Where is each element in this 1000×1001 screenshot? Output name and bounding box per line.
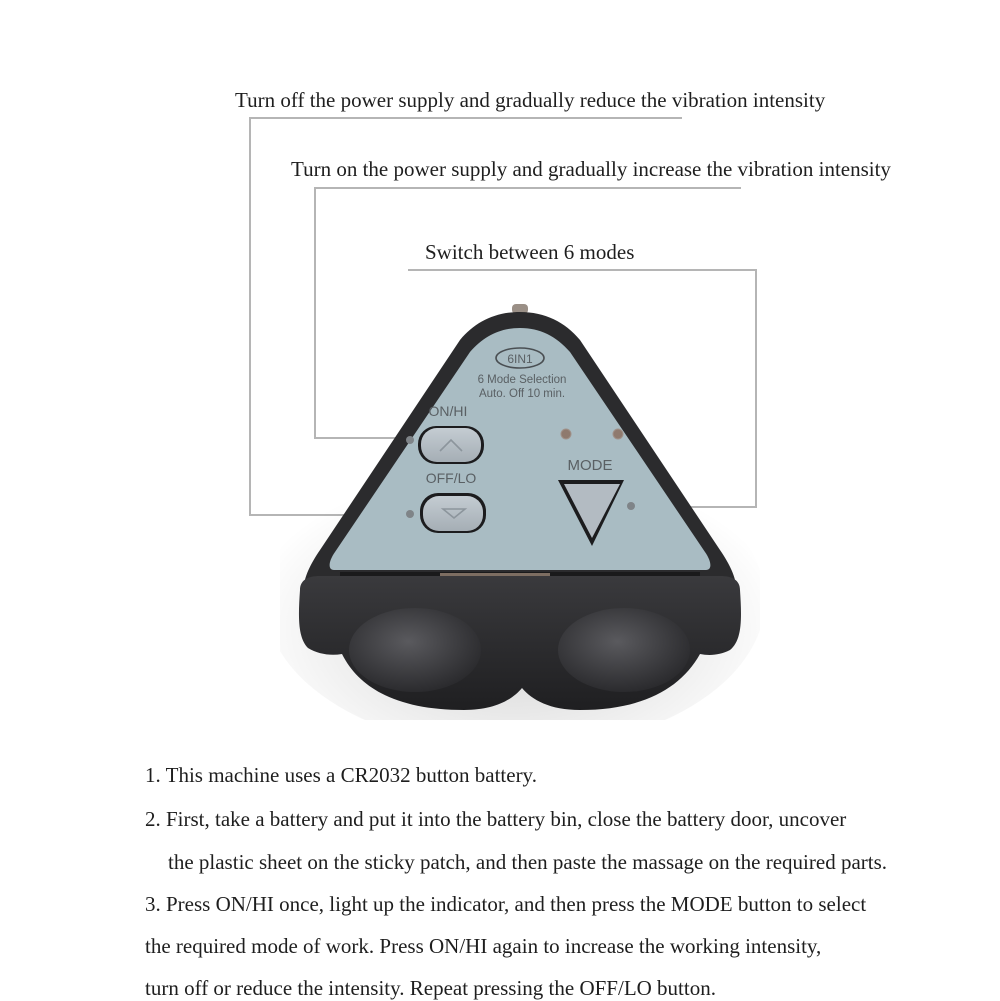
instruction-3a: 3. Press ON/HI once, light up the indicator, and then press the MODE button to select <box>145 892 867 916</box>
auto-off-text: Auto. Off 10 min. <box>478 388 566 400</box>
leader-line-off-lo-top <box>249 117 682 119</box>
instruction-2a: 2. First, take a battery and put it into the battery bin, close the battery door, uncover <box>145 807 847 831</box>
on-hi-button[interactable] <box>418 426 484 464</box>
massage-bump-left <box>349 608 481 692</box>
leader-line-mode-top <box>408 269 757 271</box>
leader-line-off-lo-vertical <box>249 117 251 515</box>
instruction-3b: the required mode of work. Press ON/HI again to increase the working intensity, <box>145 934 822 958</box>
instruction-1: 1. This machine uses a CR2032 button battery. <box>145 763 537 787</box>
massage-bump-right <box>558 608 690 692</box>
massager-device <box>280 300 760 720</box>
callout-mode-text: Switch between 6 modes <box>425 240 635 264</box>
indicator-led-1 <box>561 429 571 439</box>
badge-6in1: 6IN1 <box>507 352 533 366</box>
callout-off-lo-text: Turn off the power supply and gradually reduce the vibration intensity <box>235 88 826 112</box>
leader-line-on-hi-top <box>314 187 741 189</box>
callout-on-hi-text: Turn on the power supply and gradually increase the vibration intensity <box>291 157 891 181</box>
indicator-led-2 <box>613 429 623 439</box>
mode-label: MODE <box>567 457 613 474</box>
instruction-2b: the plastic sheet on the sticky patch, and then paste the massage on the required parts. <box>168 850 888 874</box>
off-lo-button[interactable] <box>420 493 486 533</box>
instruction-3c: turn off or reduce the intensity. Repeat pressing the OFF/LO button. <box>145 976 716 1000</box>
off-lo-label: OFF/LO <box>425 470 477 486</box>
mode-selection-text: 6 Mode Selection <box>477 374 567 386</box>
on-hi-label: ON/HI <box>428 403 468 419</box>
